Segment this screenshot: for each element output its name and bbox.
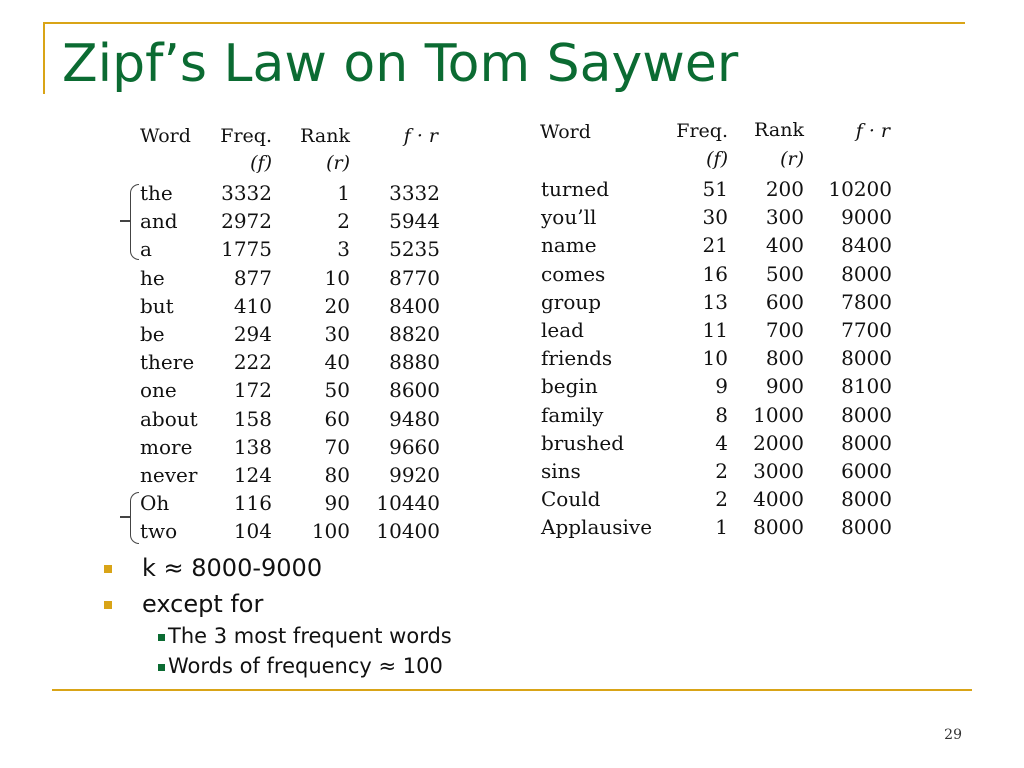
left-cell-word: there bbox=[140, 350, 195, 375]
left-cell-product: 8400 bbox=[389, 293, 440, 318]
right-cell-word: turned bbox=[541, 177, 609, 201]
left-cell-rank: 70 bbox=[324, 434, 350, 459]
sub-bullet-marker bbox=[158, 664, 165, 671]
left-cell-product: 10440 bbox=[376, 491, 440, 516]
left-cell-rank: 30 bbox=[324, 322, 350, 346]
right-cell-product: 8000 bbox=[841, 430, 892, 455]
left-cell-product: 3332 bbox=[389, 181, 440, 205]
right-cell-word: group bbox=[541, 289, 602, 314]
right-cell-freq: 51 bbox=[702, 177, 728, 201]
left-cell-word: two bbox=[140, 519, 178, 544]
right-header-freq-symbol: (f) bbox=[706, 148, 728, 170]
bullet-text: except for bbox=[142, 590, 264, 618]
right-cell-word: family bbox=[541, 402, 604, 427]
sub-bullet-marker bbox=[158, 634, 165, 641]
right-cell-rank: 500 bbox=[765, 261, 804, 286]
right-header-freq: Freq. bbox=[676, 120, 728, 142]
right-cell-product: 6000 bbox=[841, 459, 892, 483]
right-cell-product: 8000 bbox=[841, 402, 892, 427]
sub-bullet-text: The 3 most frequent words bbox=[168, 624, 452, 648]
right-cell-product: 8000 bbox=[841, 261, 892, 286]
right-cell-rank: 300 bbox=[765, 205, 804, 230]
right-cell-word: lead bbox=[541, 318, 584, 342]
left-cell-rank: 10 bbox=[324, 265, 350, 290]
right-cell-rank: 2000 bbox=[753, 430, 804, 455]
left-cell-freq: 124 bbox=[233, 463, 272, 487]
right-cell-freq: 10 bbox=[702, 346, 728, 371]
left-cell-freq: 294 bbox=[233, 322, 272, 346]
right-cell-freq: 4 bbox=[715, 430, 728, 455]
left-cell-word: be bbox=[140, 322, 165, 346]
left-cell-rank: 60 bbox=[324, 406, 350, 431]
left-cell-rank: 80 bbox=[324, 463, 350, 487]
right-cell-rank: 400 bbox=[765, 233, 804, 258]
right-cell-freq: 1 bbox=[715, 515, 728, 540]
left-cell-word: the bbox=[140, 181, 173, 205]
left-cell-word: Oh bbox=[140, 491, 170, 516]
right-cell-word: you’ll bbox=[541, 205, 597, 230]
left-cell-freq: 877 bbox=[233, 265, 272, 290]
left-cell-rank: 100 bbox=[311, 519, 350, 544]
right-cell-product: 9000 bbox=[841, 205, 892, 230]
left-cell-freq: 410 bbox=[233, 293, 272, 318]
right-cell-product: 8100 bbox=[841, 374, 892, 399]
left-cell-freq: 116 bbox=[233, 491, 272, 516]
right-cell-freq: 2 bbox=[715, 459, 728, 483]
right-header-rank: Rank bbox=[754, 119, 804, 141]
right-cell-freq: 13 bbox=[702, 289, 728, 314]
left-cell-word: one bbox=[140, 378, 177, 403]
left-cell-freq: 3332 bbox=[221, 181, 272, 205]
left-cell-product: 9480 bbox=[389, 406, 440, 431]
right-cell-rank: 600 bbox=[765, 289, 804, 314]
page-number: 29 bbox=[944, 727, 962, 743]
left-cell-product: 5235 bbox=[389, 237, 440, 262]
left-cell-product: 8600 bbox=[389, 378, 440, 403]
right-cell-rank: 900 bbox=[765, 374, 804, 399]
brace-oh-two-tip bbox=[120, 516, 130, 518]
left-header-freq-symbol: (f) bbox=[250, 152, 272, 174]
left-cell-freq: 2972 bbox=[221, 209, 272, 234]
right-cell-word: Applausive bbox=[541, 515, 653, 540]
right-header-rank-symbol: (r) bbox=[780, 148, 804, 170]
left-cell-rank: 50 bbox=[324, 378, 350, 403]
left-cell-word: he bbox=[140, 265, 165, 290]
right-cell-rank: 8000 bbox=[753, 515, 804, 540]
left-cell-freq: 172 bbox=[233, 378, 272, 403]
right-cell-freq: 16 bbox=[702, 261, 728, 286]
right-cell-rank: 800 bbox=[765, 346, 804, 371]
right-cell-word: sins bbox=[541, 459, 581, 483]
brace-top-three-tip bbox=[120, 220, 130, 222]
bullet-text: k ≈ 8000-9000 bbox=[142, 554, 323, 582]
left-cell-rank: 20 bbox=[324, 293, 350, 318]
brace-oh-two bbox=[130, 492, 139, 544]
right-cell-rank: 3000 bbox=[753, 459, 804, 483]
right-cell-rank: 1000 bbox=[753, 402, 804, 427]
right-cell-product: 7800 bbox=[841, 289, 892, 314]
left-cell-rank: 1 bbox=[337, 181, 350, 205]
left-cell-product: 8880 bbox=[389, 350, 440, 375]
right-cell-freq: 11 bbox=[702, 318, 728, 342]
left-cell-rank: 3 bbox=[337, 237, 350, 262]
right-cell-freq: 30 bbox=[702, 205, 728, 230]
right-header-product: f · r bbox=[855, 120, 890, 142]
left-cell-product: 5944 bbox=[389, 209, 440, 234]
left-cell-word: more bbox=[140, 434, 193, 459]
right-cell-word: name bbox=[541, 233, 597, 258]
right-cell-freq: 9 bbox=[715, 374, 728, 399]
left-cell-freq: 158 bbox=[233, 406, 272, 431]
left-header-product: f · r bbox=[403, 125, 438, 147]
left-cell-word: and bbox=[140, 209, 178, 234]
brace-top-three bbox=[130, 184, 139, 260]
right-cell-word: begin bbox=[541, 374, 598, 399]
right-cell-word: friends bbox=[541, 346, 613, 371]
left-cell-freq: 1775 bbox=[221, 237, 272, 262]
left-cell-freq: 104 bbox=[233, 519, 272, 544]
right-cell-word: brushed bbox=[541, 430, 625, 455]
right-cell-product: 7700 bbox=[841, 318, 892, 342]
left-cell-word: never bbox=[140, 463, 198, 487]
bullet-marker bbox=[104, 565, 112, 573]
slide-title: Zipf’s Law on Tom Saywer bbox=[62, 34, 739, 94]
right-cell-product: 10200 bbox=[828, 177, 892, 201]
left-cell-product: 8820 bbox=[389, 322, 440, 346]
right-cell-product: 8000 bbox=[841, 346, 892, 371]
right-cell-rank: 200 bbox=[765, 177, 804, 201]
right-cell-word: comes bbox=[541, 261, 606, 286]
left-cell-product: 9660 bbox=[389, 434, 440, 459]
left-cell-rank: 2 bbox=[337, 209, 350, 234]
right-cell-freq: 2 bbox=[715, 487, 728, 512]
sub-bullet-text: Words of frequency ≈ 100 bbox=[168, 654, 443, 678]
left-cell-rank: 90 bbox=[324, 491, 350, 516]
left-cell-word: a bbox=[140, 237, 152, 262]
left-cell-product: 8770 bbox=[389, 265, 440, 290]
left-header-word: Word bbox=[140, 125, 191, 147]
right-cell-product: 8000 bbox=[841, 515, 892, 540]
left-cell-rank: 40 bbox=[324, 350, 350, 375]
left-cell-freq: 138 bbox=[233, 434, 272, 459]
left-header-freq: Freq. bbox=[220, 125, 272, 147]
right-cell-product: 8000 bbox=[841, 487, 892, 512]
right-cell-rank: 700 bbox=[765, 318, 804, 342]
bullet-marker bbox=[104, 601, 112, 609]
left-cell-freq: 222 bbox=[233, 350, 272, 375]
right-cell-product: 8400 bbox=[841, 233, 892, 258]
right-cell-freq: 8 bbox=[715, 402, 728, 427]
left-header-rank: Rank bbox=[300, 125, 350, 147]
left-cell-product: 9920 bbox=[389, 463, 440, 487]
left-cell-product: 10400 bbox=[376, 519, 440, 544]
right-cell-word: Could bbox=[541, 487, 601, 512]
right-cell-rank: 4000 bbox=[753, 487, 804, 512]
right-header-word: Word bbox=[540, 121, 591, 143]
footer-rule bbox=[52, 689, 972, 691]
left-cell-word: about bbox=[140, 406, 198, 431]
left-cell-word: but bbox=[140, 293, 174, 318]
left-header-rank-symbol: (r) bbox=[326, 152, 350, 174]
right-cell-freq: 21 bbox=[702, 233, 728, 258]
